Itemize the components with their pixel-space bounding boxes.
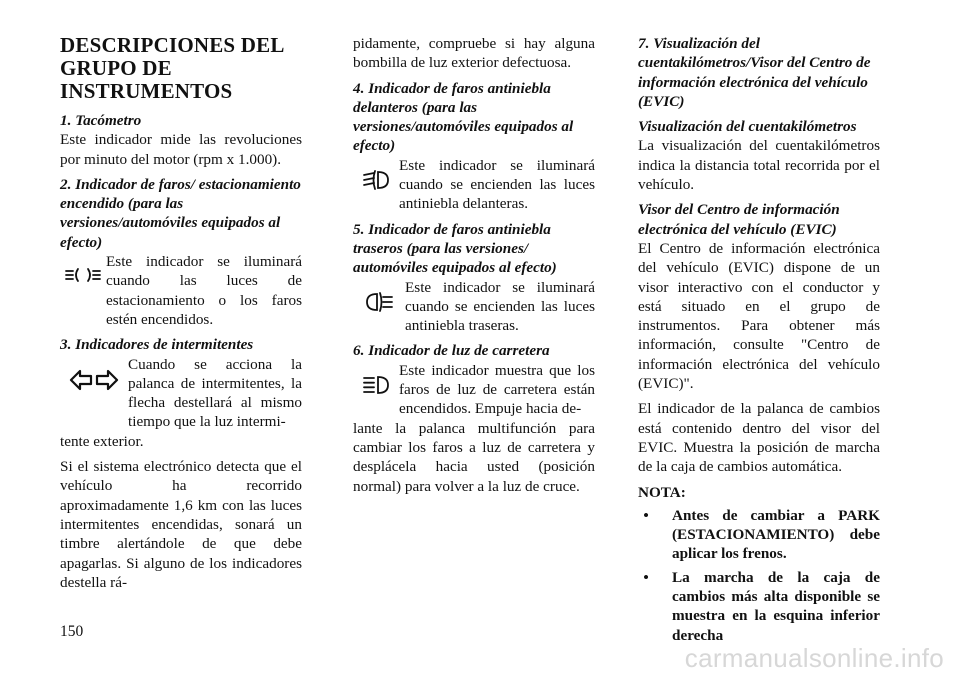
bullet-symbol: • — [643, 506, 649, 524]
list-item-text: La marcha de la caja de cambios más alta disponible se muestra en la esquina inferior derecha — [672, 568, 880, 644]
section-heading: 7. Visualización del cuentakilómetros/Visor del Centro de información electrónica del vehículo (EVIC) — [638, 35, 871, 110]
page-number: 150 — [60, 623, 84, 640]
section-body-continued: lante la palanca multifunción para cambiar los faros a luz de carretera y desplácela hacia usted (posición normal) para volver a la luz de cruce. — [353, 419, 595, 495]
gear-indicator-paragraph: El indicador de la palanca de cambios está contenido dentro del visor del EVIC. Muestra la posición de marcha de la caja de cambios automática. — [638, 400, 880, 476]
bullet-symbol: • — [643, 568, 649, 586]
section-evic — [638, 200, 880, 393]
list-item — [638, 568, 880, 645]
section-heading: 1. Tacómetro — [60, 112, 142, 129]
section-body-continued: tente exterior. — [60, 432, 144, 450]
subsection-body: La visualización del cuentakilómetros indica la distancia total recorrida por el vehículo. — [638, 137, 880, 194]
section-high-beam — [353, 341, 595, 495]
column-1 — [60, 34, 302, 598]
indicator-row — [60, 355, 302, 432]
section-heading: 4. Indicador de faros antiniebla delanteros (para las versiones/automóviles equipados al efecto) — [353, 79, 574, 155]
subsection-heading: Visualización del cuentakilómetros — [638, 118, 857, 136]
front-fog-light-icon — [353, 156, 399, 190]
section-parking-lights — [60, 175, 302, 329]
section-rear-fog — [353, 220, 595, 336]
indicator-row — [353, 156, 595, 214]
section-odometer — [638, 117, 880, 194]
section-body: Este indicador se iluminará cuando las luces de estacionamiento o los faros estén encendidos. — [106, 253, 302, 328]
turn-signal-arrows-icon — [60, 355, 128, 391]
section-paragraph: Si el sistema electrónico detecta que el vehículo ha recorrido aproximadamente 1,6 km con las luces intermitentes encendidas, sonará un timbre alertándole de que debe apagarlas. Si alguno de los indicadores destella rá- — [60, 458, 302, 591]
page-title: DESCRIPCIONES DEL GRUPO DE INSTRUMENTOS — [60, 33, 284, 103]
indicator-row — [353, 278, 595, 336]
indicator-row — [60, 252, 302, 329]
list-item — [638, 506, 880, 564]
section-body: Este indicador mide las revoluciones por minuto del motor (rpm x 1.000). — [60, 131, 302, 168]
section-heading: 2. Indicador de faros/ estacionamiento encendido (para las versiones/automóviles equipados al efecto) — [60, 175, 301, 251]
section-body: Este indicador se iluminará cuando se encienden las luces antiniebla traseras. — [405, 278, 595, 335]
column-2 — [353, 34, 595, 502]
continued-paragraph: pidamente, compruebe si hay alguna bombilla de luz exterior defectuosa. — [353, 35, 595, 72]
section-body: Este indicador se iluminará cuando se encienden las luces antiniebla delanteras. — [399, 156, 595, 213]
column-3 — [638, 34, 880, 649]
section-heading: 6. Indicador de luz de carretera — [353, 342, 550, 360]
section-tachometer — [60, 111, 302, 169]
rear-fog-light-icon — [353, 278, 405, 312]
section-body: Cuando se acciona la palanca de intermitentes, la flecha destellará al mismo tiempo que la luz intermi- — [128, 355, 302, 431]
section-front-fog — [353, 79, 595, 214]
section-heading: 3. Indicadores de intermitentes — [60, 336, 254, 354]
high-beam-icon — [353, 361, 399, 395]
parking-lights-icon — [60, 252, 106, 284]
section-body: Este indicador muestra que los faros de luz de carretera están encendidos. Empuje hacia de- — [399, 361, 595, 418]
note-label: NOTA: — [638, 483, 686, 501]
section-turn-signals — [60, 335, 302, 592]
watermark: carmanualsonline.info — [684, 643, 944, 673]
subsection-heading: Visor del Centro de información electrónica del vehículo (EVIC) — [638, 201, 840, 238]
list-item-text: Antes de cambiar a PARK (ESTACIONAMIENTO) debe aplicar los frenos. — [672, 506, 880, 563]
subsection-body: El Centro de información electrónica del vehículo (EVIC) dispone de un visor interactivo con el conductor y está situado en el grupo de instrumentos. Para obtener más información, consulte "Centro de información electrónica del vehículo (EVIC)". — [638, 239, 880, 393]
note-list — [638, 506, 880, 645]
section-heading: 5. Indicador de faros antiniebla traseros (para las versiones/ automóviles equipados al efecto) — [353, 220, 557, 277]
indicator-row — [353, 361, 595, 419]
